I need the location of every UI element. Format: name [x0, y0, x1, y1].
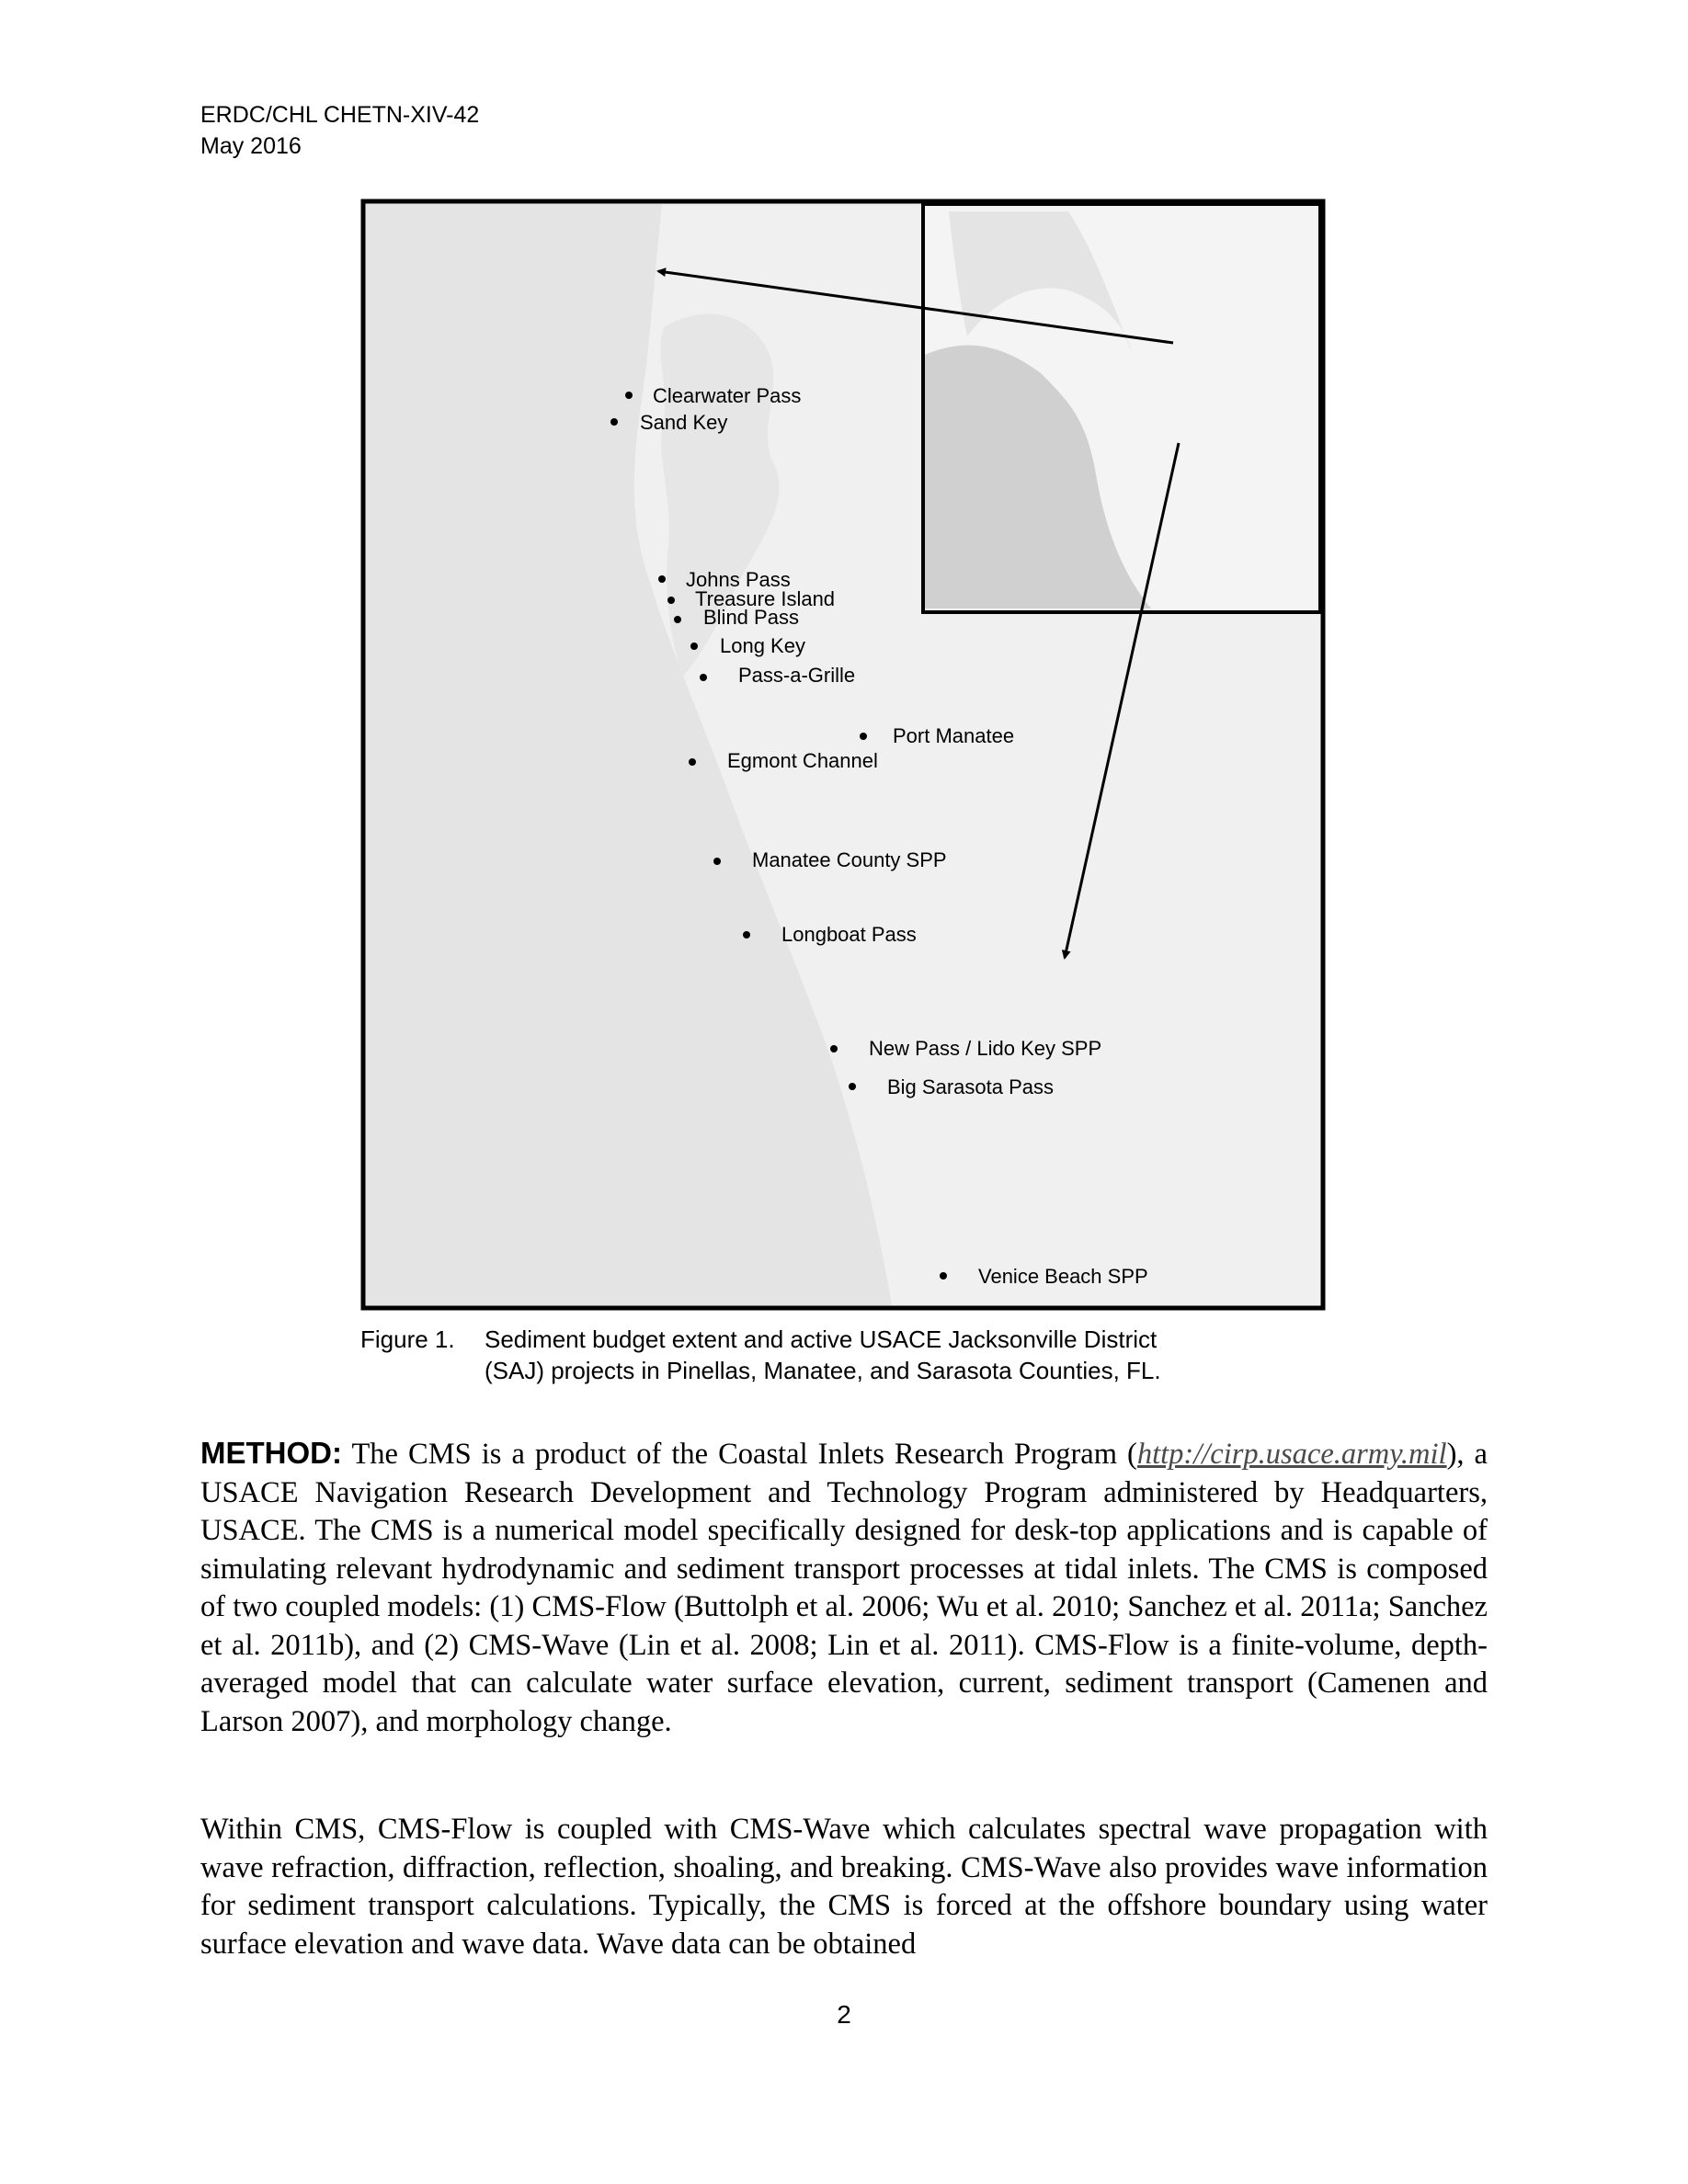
document-id: ERDC/CHL CHETN-XIV-42 — [200, 102, 480, 128]
site-label: Venice Beach SPP — [978, 1265, 1148, 1288]
site-label: Treasure Island — [695, 587, 836, 610]
site-dot — [625, 392, 633, 399]
site-dot — [610, 418, 618, 426]
caption-line-2: (SAJ) projects in Pinellas, Manatee, and Sarasota Counties, FL. — [485, 1357, 1161, 1384]
site-dot — [830, 1045, 838, 1052]
site-dot — [674, 616, 681, 623]
cirp-link[interactable]: http://cirp.usace.army.mil — [1136, 1438, 1447, 1471]
site-dot — [713, 858, 721, 865]
site-dot — [849, 1083, 856, 1090]
site-dot — [690, 643, 698, 650]
figure-map — [360, 199, 1326, 1313]
document-date: May 2016 — [200, 133, 302, 159]
site-label: Johns Pass — [686, 568, 791, 591]
method-paragraph — [200, 1434, 1488, 1741]
site-label: Longboat Pass — [781, 923, 917, 946]
method-text-1: The CMS is a product of the Coastal Inlets Research Program ( — [341, 1438, 1137, 1471]
site-dot — [860, 733, 867, 740]
method-text-2: ), a USACE Navigation Research Development and Technology Program administered by Headquarters, USACE. The CMS is a numerical model specifically designed for desk-top applications and is capable of simulating relevant hydrodynamic and sediment transport processes at tidal inlets. The CMS is composed of two coupled models: (1) CMS-Flow (Buttolph et al. 2006; Wu et al. 2010; Sanchez et al. 2011a; Sanchez et al. 2011b), and (2) CMS-Wave (Lin et al. 2008; Lin et al. 2011). CMS-Flow is a finite-volume, depth-averaged model that can calculate water surface elevation, current, sediment transport (Camenen and Larson 2007), and morphology change. — [200, 1438, 1488, 1738]
figure-number: Figure 1. — [360, 1325, 455, 1353]
site-dot — [700, 674, 707, 681]
site-label: Egmont Channel — [727, 749, 878, 772]
site-label: Blind Pass — [703, 606, 799, 629]
site-dot — [658, 575, 666, 583]
method-heading: METHOD: — [200, 1436, 342, 1470]
site-dot — [940, 1272, 947, 1280]
site-label: Manatee County SPP — [752, 848, 947, 871]
site-label: Port Manatee — [893, 724, 1015, 747]
body-paragraph-2: Within CMS, CMS-Flow is coupled with CMS-Wave which calculates spectral wave propagation with wave refraction, diffraction, reflection, shoaling, and breaking. CMS-Wave also provides wave information for sediment transport calculations. Typically, the CMS is forced at the offshore boundary using water surface elevation and wave data. Wave data can be obtained — [200, 1813, 1488, 1961]
site-dot — [743, 931, 750, 938]
site-dot — [667, 597, 675, 604]
caption-line-1: Sediment budget extent and active USACE Jacksonville District — [485, 1325, 1158, 1353]
document-header — [200, 99, 479, 162]
figure-caption — [360, 1324, 1335, 1386]
site-label: Long Key — [720, 634, 805, 657]
map-svg — [360, 199, 1326, 1313]
site-label: Sand Key — [640, 411, 728, 434]
site-label: New Pass / Lido Key SPP — [869, 1037, 1102, 1060]
site-label: Pass-a-Grille — [738, 664, 856, 687]
page-number: 2 — [837, 2000, 851, 2029]
site-label: Big Sarasota Pass — [887, 1075, 1054, 1098]
site-dot — [689, 758, 696, 766]
site-label: Clearwater Pass — [653, 384, 802, 407]
